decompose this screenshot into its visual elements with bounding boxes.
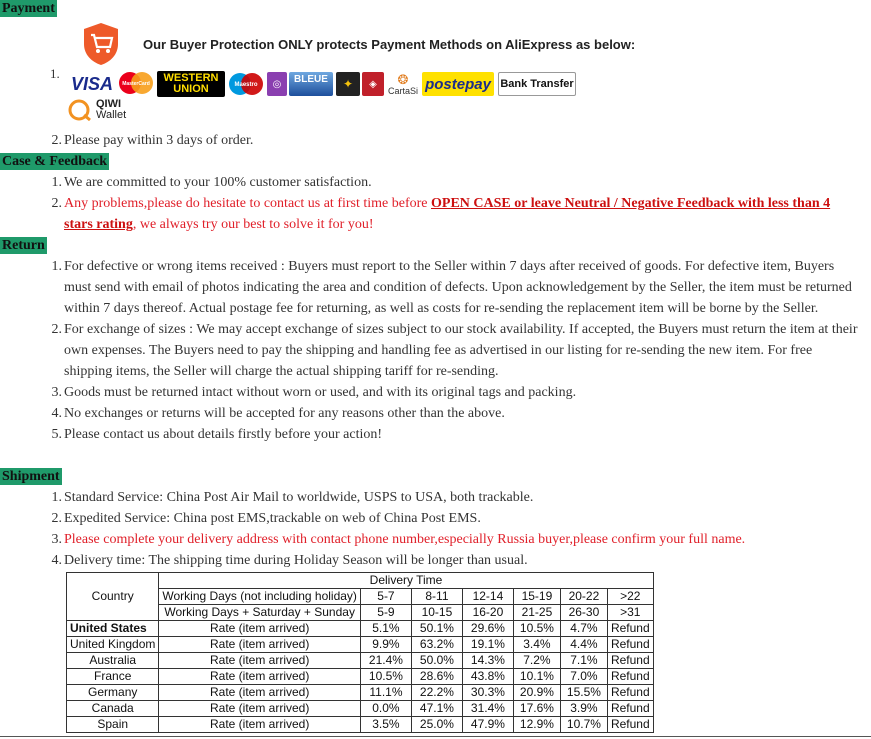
cartasi-swirl-icon: ❂ (397, 72, 409, 87)
range-cell: 26-30 (560, 605, 607, 621)
list-number: 4. (51, 553, 62, 568)
shipment-item-text: Standard Service: China Post Air Mail to worldwide, USPS to USA, both trackable. (64, 490, 534, 505)
list-item (0, 193, 854, 235)
rate-cell: 4.4% (560, 637, 607, 653)
list-number: 2. (51, 196, 62, 211)
card-emblem-icon: ✦ (342, 77, 354, 91)
visa-logo: VISA (70, 73, 113, 94)
country-cell: Spain (67, 717, 159, 733)
payment-list (0, 130, 860, 151)
postepay-logo: postepay (422, 72, 494, 96)
table-row (67, 669, 654, 685)
return-header: Return (2, 238, 45, 253)
range-label-1: Working Days (not including holiday) (159, 589, 361, 605)
list-number: 2. (51, 133, 62, 148)
rate-cell: 7.0% (560, 669, 607, 685)
western-union-logo (157, 71, 225, 97)
rate-cell: 43.8% (462, 669, 513, 685)
case-item-2-emphasis: OPEN CASE or leave Neutral / Negative Feedback with less than 4 stars rating (64, 196, 831, 232)
table-header-row (67, 573, 654, 589)
shipment-item-text: Please complete your delivery address with contact phone number,especially Russia buyer,please confirm your full name. (64, 532, 746, 547)
qiwi-text: QIWI (96, 98, 122, 110)
shipment-item-text: Expedited Service: China post EMS,trackable on web of China Post EMS. (64, 511, 481, 526)
rate-cell: 3.5% (360, 717, 411, 733)
rate-cell: 10.5% (513, 621, 560, 637)
table-row (67, 637, 654, 653)
range-cell: 15-19 (513, 589, 560, 605)
mastercard-logo (117, 71, 155, 95)
case-feedback-list (0, 172, 860, 235)
rate-label-cell: Rate (item arrived) (159, 653, 361, 669)
range-cell: 21-25 (513, 605, 560, 621)
cartasi-logo (386, 72, 420, 98)
buyer-protection-shield-icon (82, 22, 120, 66)
list-item (0, 550, 860, 571)
rate-cell: Refund (607, 669, 653, 685)
rate-cell: 7.2% (513, 653, 560, 669)
card-icon: ◎ (272, 78, 282, 90)
range-cell: 10-15 (411, 605, 462, 621)
range-label-2: Working Days + Saturday + Sunday (159, 605, 361, 621)
rate-cell: 29.6% (462, 621, 513, 637)
list-number: 3. (51, 385, 62, 400)
rate-label-cell: Rate (item arrived) (159, 717, 361, 733)
list-number: 1. (51, 175, 62, 190)
list-item (0, 508, 860, 529)
case-item-2-text-a: Any problems,please do hesitate to contact us at first time before (64, 196, 432, 211)
rate-cell: 50.0% (411, 653, 462, 669)
list-item (0, 172, 860, 193)
bleue-logo: BLEUE (289, 72, 333, 96)
rate-cell: 10.1% (513, 669, 560, 685)
list-item (0, 256, 860, 319)
rate-cell: 47.1% (411, 701, 462, 717)
rate-cell: 3.9% (560, 701, 607, 717)
delivery-time-table (66, 572, 654, 733)
mastercard-text: MasterCard (122, 81, 150, 87)
rate-cell: 15.5% (560, 685, 607, 701)
delivery-time-header: Delivery Time (159, 573, 653, 589)
rate-cell: 21.4% (360, 653, 411, 669)
rate-label-cell: Rate (item arrived) (159, 669, 361, 685)
country-cell: Australia (67, 653, 159, 669)
rate-cell: 19.1% (462, 637, 513, 653)
qiwi-wallet-logo (68, 98, 148, 122)
list-number: 2. (51, 322, 62, 337)
case-item-2-text-c: , we always try our best to solve it for you! (132, 217, 374, 232)
card-emblem-icon-2: ◈ (369, 78, 377, 90)
rate-cell: 31.4% (462, 701, 513, 717)
range-cell: 8-11 (411, 589, 462, 605)
card-logo-yellow (336, 72, 360, 96)
payment-item-2-text: Please pay within 3 days of order. (64, 133, 254, 148)
rate-cell: 9.9% (360, 637, 411, 653)
table-row (67, 621, 654, 637)
range-cell: >31 (607, 605, 653, 621)
shipment-item-text: Delivery time: The shipping time during Holiday Season will be longer than usual. (64, 553, 528, 568)
shipment-list (0, 487, 860, 571)
payment-header: Payment (2, 1, 55, 16)
rate-cell: 17.6% (513, 701, 560, 717)
return-list (0, 256, 860, 445)
return-item-text: For exchange of sizes : We may accept exchange of sizes subject to our stock availability. If accepted, the Buyers must return the item at their own expenses. The Buyers need to pay the shipping and handling fee as advertised in our listing for re-sending the new item. For free shipping items, the Seller will charge the actual shipping tariff for re-sending. (64, 322, 858, 379)
list-number: 4. (51, 406, 62, 421)
rate-cell: 10.5% (360, 669, 411, 685)
buyer-protection-text: Our Buyer Protection ONLY protects Payment Methods on AliExpress as below: (143, 37, 636, 52)
wallet-text: Wallet (96, 109, 127, 121)
rate-cell: 30.3% (462, 685, 513, 701)
rate-cell: 5.1% (360, 621, 411, 637)
rate-cell: 47.9% (462, 717, 513, 733)
rate-cell: 28.6% (411, 669, 462, 685)
rate-cell: 63.2% (411, 637, 462, 653)
country-cell: United States (67, 621, 159, 637)
country-cell: United Kingdom (67, 637, 159, 653)
rate-cell: 14.3% (462, 653, 513, 669)
range-cell: 5-7 (360, 589, 411, 605)
card-logo-purple (267, 72, 287, 96)
table-row (67, 701, 654, 717)
case-feedback-header: Case & Feedback (2, 154, 107, 169)
list-item (0, 130, 860, 151)
rate-cell: 20.9% (513, 685, 560, 701)
maestro-text: Maestro (234, 82, 258, 88)
western-union-text-1: WESTERN (163, 72, 219, 84)
rate-cell: Refund (607, 701, 653, 717)
return-item-text: No exchanges or returns will be accepted for any reasons other than the above. (64, 406, 505, 421)
range-cell: 16-20 (462, 605, 513, 621)
rate-label-cell: Rate (item arrived) (159, 637, 361, 653)
rate-cell: Refund (607, 685, 653, 701)
list-number: 5. (51, 427, 62, 442)
table-row (67, 653, 654, 669)
cartasi-text: CartaSi (387, 86, 418, 96)
return-item-text: Please contact us about details firstly before your action! (64, 427, 383, 442)
range-cell: >22 (607, 589, 653, 605)
rate-cell: Refund (607, 621, 653, 637)
table-row (67, 685, 654, 701)
range-cell: 12-14 (462, 589, 513, 605)
list-number: 1. (51, 259, 62, 274)
western-union-text-2: UNION (173, 83, 209, 95)
rate-label-cell: Rate (item arrived) (159, 685, 361, 701)
country-cell: Canada (67, 701, 159, 717)
list-item (0, 487, 860, 508)
rate-label-cell: Rate (item arrived) (159, 701, 361, 717)
card-logo-red (362, 72, 384, 96)
country-cell: Germany (67, 685, 159, 701)
list-item (0, 529, 860, 550)
list-item (0, 319, 860, 382)
list-number: 3. (51, 532, 62, 547)
rate-cell: 0.0% (360, 701, 411, 717)
range-cell: 20-22 (560, 589, 607, 605)
maestro-logo (227, 72, 265, 96)
range-cell: 5-9 (360, 605, 411, 621)
rate-cell: 11.1% (360, 685, 411, 701)
list-number: 1. (51, 490, 62, 505)
rate-cell: 4.7% (560, 621, 607, 637)
rate-cell: 25.0% (411, 717, 462, 733)
rate-label-cell: Rate (item arrived) (159, 621, 361, 637)
rate-cell: 10.7% (560, 717, 607, 733)
rate-cell: Refund (607, 653, 653, 669)
rate-cell: Refund (607, 637, 653, 653)
rate-cell: 50.1% (411, 621, 462, 637)
rate-cell: Refund (607, 717, 653, 733)
list-item (0, 382, 860, 403)
return-item-text: Goods must be returned intact without worn or used, and with its original tags and packing. (64, 385, 577, 400)
country-header: Country (67, 573, 159, 621)
shipment-header: Shipment (2, 469, 60, 484)
rate-cell: 22.2% (411, 685, 462, 701)
case-item-1-text: We are committed to your 100% customer satisfaction. (64, 175, 372, 190)
bottom-divider (0, 736, 871, 737)
qiwi-icon (68, 99, 94, 121)
list-number: 2. (51, 511, 62, 526)
country-cell: France (67, 669, 159, 685)
return-item-text: For defective or wrong items received : Buyers must report to the Seller within 7 days after received of goods. For defective item, Buyers must send with email of photos indicating the area and condition of defects. Upon acknowledgement by the Seller, the item must be returned within 7 days thereof. Actual postage fee for returning, as well as costs for re-sending the replacement item will be borne by the Seller. (64, 259, 852, 316)
payment-list-number-1: 1. (50, 66, 60, 81)
list-item (0, 403, 860, 424)
rate-cell: 12.9% (513, 717, 560, 733)
bank-transfer-logo: Bank Transfer (498, 72, 576, 96)
rate-cell: 3.4% (513, 637, 560, 653)
rate-cell: 7.1% (560, 653, 607, 669)
list-item (0, 424, 860, 445)
table-row (67, 717, 654, 733)
